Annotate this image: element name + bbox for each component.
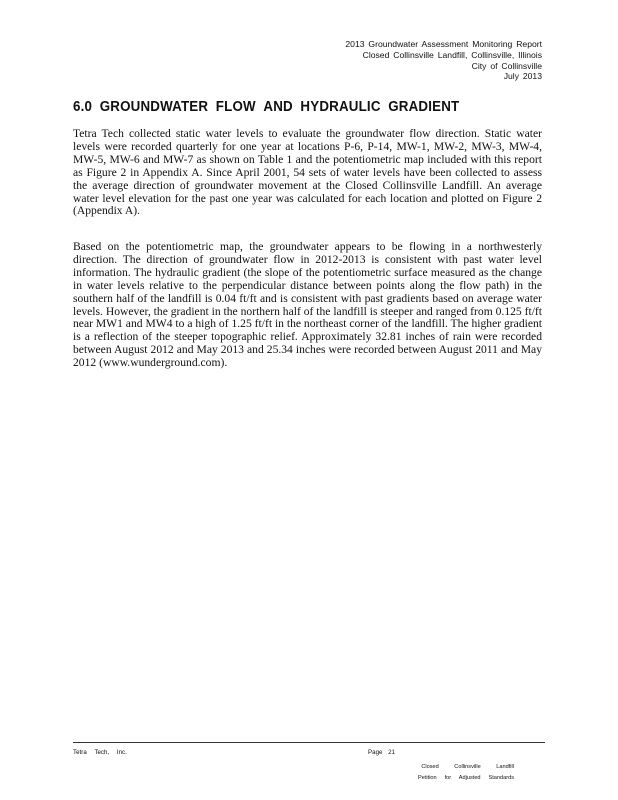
section-title-word: GROUNDWATER [99, 99, 209, 115]
footer-company: Tetra Tech, Inc. [73, 749, 127, 756]
header-site-name: Closed Collinsville Landfill, Collinsville, Illinois [362, 49, 542, 60]
body-paragraph: Tetra Tech collected static water levels to evaluate the groundwater flow direction. Static water levels were recorded quarterly for one year at locations P-6, P-14, MW-1, MW-2, MW-3, MW-4, MW-5, MW-6 and MW-7 as shown on Table 1 and the potentiometric map included with this report as Figure 2 in Appendix A. Since April 2001, 54 sets of water levels have been collected to assess the average direction of groundwater movement at the Closed Collinsville Landfill. An average water level elevation for the past one year was calculated for each location and plotted on Figure 2 (Appendix A). [73, 127, 542, 218]
header-report-title: 2013 Groundwater Assessment Monitoring Report [345, 39, 542, 49]
section-title-word: GRADIENT [388, 99, 460, 115]
section-heading [73, 99, 459, 115]
section-number: 6.0 [73, 99, 93, 115]
footer-site-name: Closed Collinsville Landfill [421, 764, 514, 770]
report-header [345, 39, 542, 82]
section-title-word: FLOW [215, 99, 256, 115]
section-title-word: HYDRAULIC [300, 99, 381, 115]
header-date: July 2013 [503, 71, 542, 82]
header-client: City of Collinsville [471, 60, 542, 71]
footer-page-number: Page 21 [368, 749, 396, 756]
section-title-word: AND [263, 99, 293, 115]
body-paragraph: Based on the potentiometric map, the groundwater appears to be flowing in a northwesterly direction. The direction of groundwater flow in 2012-2013 is consistent with past water level information. The hydraulic gradient (the slope of the potentiometric surface measured as the change in water levels relative to the perpendicular distance between points along the flow path) in the southern half of the landfill is 0.04 ft/ft and is consistent with past gradients based on average water levels. However, the gradient in the northern half of the landfill is steeper and ranged from 0.125 ft/ft near MW1 and MW4 to a high of 1.25 ft/ft in the northeast corner of the landfill. The higher gradient is a reflection of the steeper topographic relief. Approximately 32.81 inches of rain were recorded between August 2012 and May 2013 and 25.34 inches were recorded between August 2011 and May 2012 (www.wunderground.com). [73, 240, 542, 370]
footer-document-name [418, 762, 514, 784]
footer-petition-title: Petition for Adjusted Standards [418, 775, 514, 781]
footer-divider [73, 742, 545, 743]
